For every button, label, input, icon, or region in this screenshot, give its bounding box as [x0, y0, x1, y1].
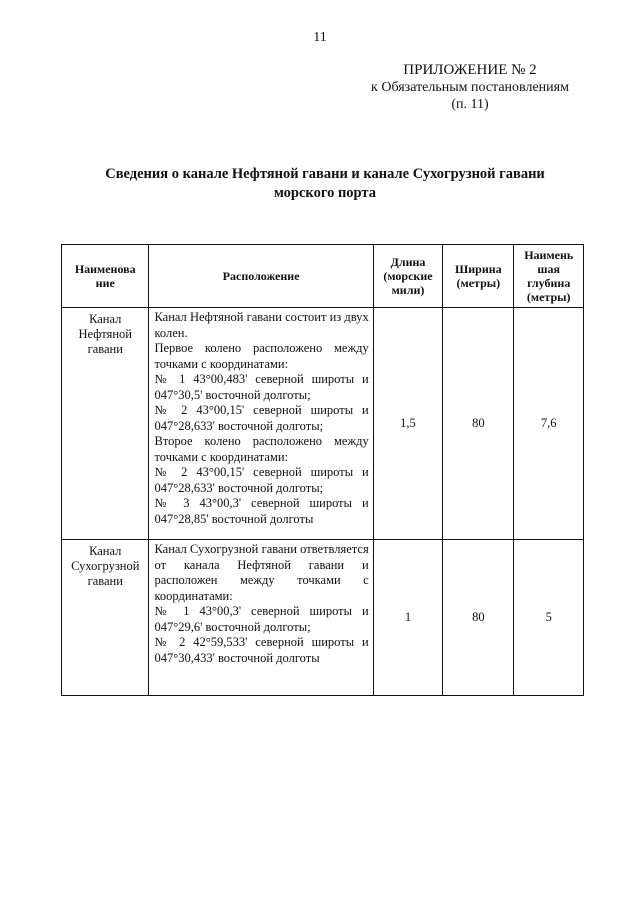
- location-line: Канал Сухогрузной гавани ответвляется от канала Нефтяной гавани и расположен между точками с координатами:: [154, 542, 369, 603]
- location-line: Второе колено расположено между точками с координатами:: [154, 434, 369, 464]
- row-name: Канал Нефтяной гавани: [62, 308, 149, 540]
- document-title-line-1: Сведения о канале Нефтяной гавани и канале Сухогрузной гавани: [105, 166, 545, 182]
- document-title-line-2: морского порта: [274, 185, 376, 201]
- location-line: № 3 43°00,3' северной широты и 047°28,85' восточной долготы: [154, 496, 369, 526]
- header-length: Длина (морские мили): [373, 245, 443, 308]
- channels-table: [61, 244, 584, 696]
- header-location: Расположение: [149, 245, 373, 308]
- document-title: [60, 165, 590, 203]
- location-line: № 2 43°00,15' северной широты и 047°28,633' восточной долготы;: [154, 403, 369, 433]
- row-name: Канал Сухогрузной гавани: [62, 540, 149, 696]
- row-location: [149, 540, 373, 696]
- table-row: [62, 540, 584, 696]
- row-depth: 5: [514, 540, 584, 696]
- header-depth: Наимень шая глубина (метры): [514, 245, 584, 308]
- location-line: № 2 43°00,15' северной широты и 047°28,633' восточной долготы;: [154, 465, 369, 495]
- location-line: Первое колено расположено между точками с координатами:: [154, 341, 369, 371]
- location-line: № 1 43°00,483' северной широты и 047°30,5' восточной долготы;: [154, 372, 369, 402]
- appendix-heading: [330, 62, 610, 113]
- appendix-line-3: (п. 11): [451, 97, 489, 112]
- header-name: Наименова ние: [62, 245, 149, 308]
- header-width: Ширина (метры): [443, 245, 514, 308]
- table-header-row: [62, 245, 584, 308]
- row-depth: 7,6: [514, 308, 584, 540]
- location-line: Канал Нефтяной гавани состоит из двух колен.: [154, 310, 369, 340]
- table-row: [62, 308, 584, 540]
- page-number: 11: [313, 30, 327, 45]
- appendix-line-1: ПРИЛОЖЕНИЕ № 2: [403, 62, 537, 78]
- row-length: 1: [373, 540, 443, 696]
- row-width: 80: [443, 308, 514, 540]
- row-width: 80: [443, 540, 514, 696]
- location-line: № 1 43°00,3' северной широты и 047°29,6' восточной долготы;: [154, 604, 369, 634]
- location-line: № 2 42°59,533' северной широты и 047°30,433' восточной долготы: [154, 635, 369, 665]
- row-length: 1,5: [373, 308, 443, 540]
- row-location: [149, 308, 373, 540]
- appendix-line-2: к Обязательным постановлениям: [371, 80, 569, 95]
